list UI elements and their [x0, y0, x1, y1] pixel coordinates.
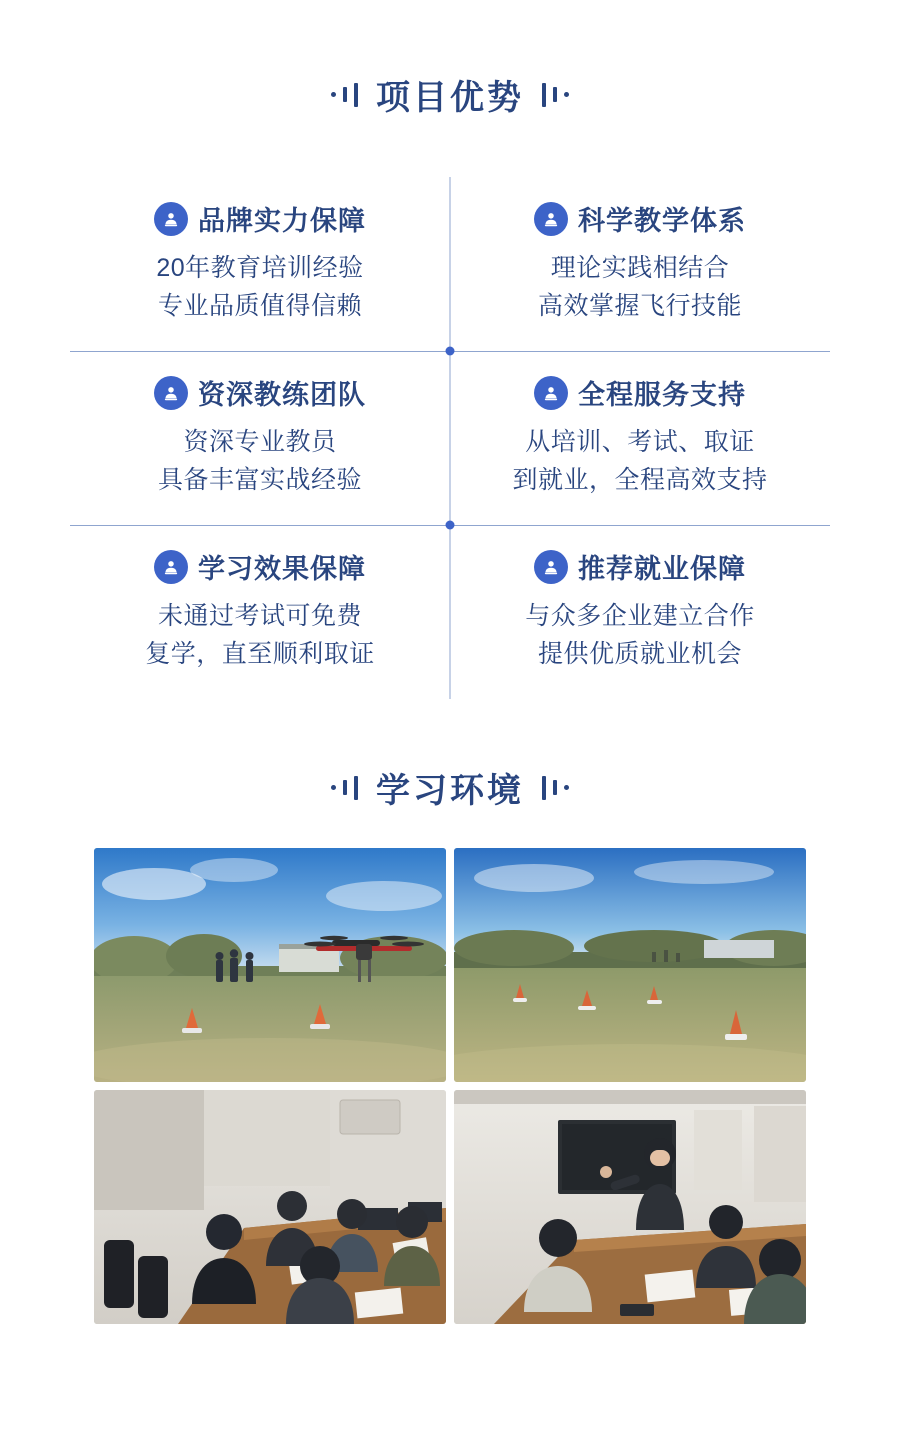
advantage-title: 科学教学体系 — [578, 206, 746, 236]
advantages-title-text: 项目优势 — [376, 79, 524, 117]
gallery-photo-instructor-presenting — [454, 1090, 806, 1324]
title-decoration-right — [542, 83, 569, 107]
advantage-line: 20年教育培训经验 — [156, 254, 364, 282]
user-badge-icon — [154, 376, 188, 410]
user-badge-icon — [154, 202, 188, 236]
advantage-line: 与众多企业建立合作 — [525, 602, 755, 630]
advantage-line: 理论实践相结合 — [550, 254, 730, 282]
advantage-line: 提供优质就业机会 — [537, 639, 742, 668]
environment-section-title — [0, 763, 900, 812]
advantage-line: 资深专业教员 — [183, 428, 337, 456]
advantage-line: 复学，直至顺利取证 — [145, 639, 375, 668]
advantage-header — [456, 373, 824, 412]
advantage-header — [456, 199, 824, 238]
advantage-title: 品牌实力保障 — [198, 206, 366, 236]
title-decoration-left — [331, 776, 358, 800]
user-badge-icon — [534, 202, 568, 236]
advantage-card — [450, 525, 830, 699]
title-decoration-right — [542, 776, 569, 800]
advantage-line: 到就业，全程高效支持 — [512, 465, 768, 494]
advantage-title: 资深教练团队 — [198, 380, 366, 410]
advantage-card — [70, 351, 450, 525]
advantage-card — [70, 177, 450, 351]
advantage-header — [76, 373, 444, 412]
user-badge-icon — [534, 550, 568, 584]
advantage-line: 专业品质值得信赖 — [157, 291, 362, 320]
advantage-title: 全程服务支持 — [578, 380, 746, 410]
advantage-card — [450, 177, 830, 351]
advantage-header — [76, 547, 444, 586]
advantage-card — [450, 351, 830, 525]
gallery-photo-training-field — [454, 848, 806, 1082]
advantage-title: 推荐就业保障 — [578, 554, 746, 584]
advantage-line: 从培训、考试、取证 — [525, 428, 755, 456]
environment-title-text: 学习环境 — [376, 772, 524, 810]
advantage-header — [456, 547, 824, 586]
user-badge-icon — [154, 550, 188, 584]
advantages-grid — [70, 177, 830, 699]
gallery-photo-classroom-students — [94, 1090, 446, 1324]
gallery-photo-drone-field — [94, 848, 446, 1082]
advantage-title: 学习效果保障 — [198, 554, 366, 584]
title-decoration-left — [331, 83, 358, 107]
advantages-section-title — [0, 70, 900, 119]
advantage-line: 未通过考试可免费 — [157, 602, 362, 630]
advantage-header — [76, 199, 444, 238]
advantage-card — [70, 525, 450, 699]
advantage-line: 高效掌握飞行技能 — [537, 291, 742, 320]
environment-gallery — [94, 848, 806, 1324]
advantage-line: 具备丰富实战经验 — [157, 465, 362, 494]
user-badge-icon — [534, 376, 568, 410]
